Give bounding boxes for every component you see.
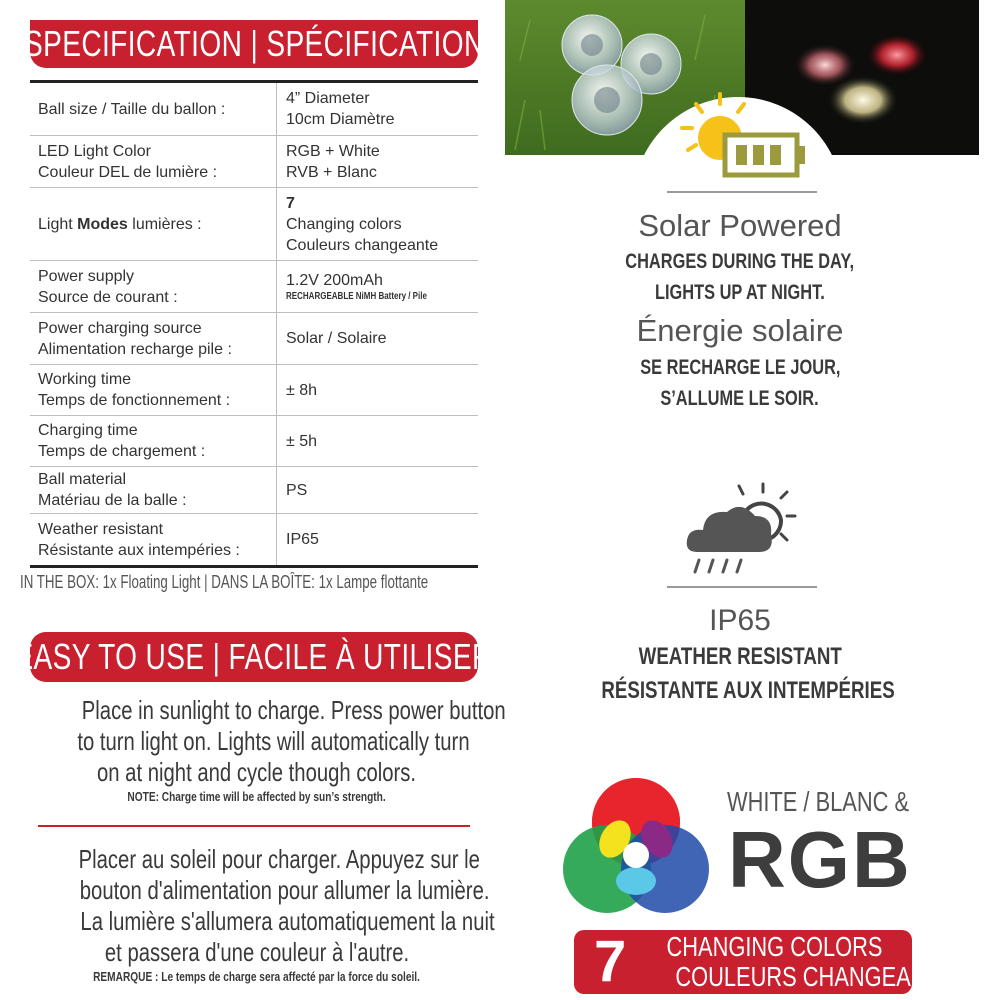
spec-label: Light Modes lumières :: [38, 215, 202, 233]
weather-section: [560, 602, 920, 708]
solar-sub-en: CHARGES DURING THE DAY,: [625, 250, 855, 273]
solar-sub-en: LIGHTS UP AT NIGHT.: [655, 281, 825, 304]
spec-value: Solar / Solaire: [286, 330, 387, 347]
spec-value: 4” Diameter: [286, 90, 370, 107]
weather-title: IP65: [709, 604, 771, 637]
solar-title-fr: Énergie solaire: [636, 313, 844, 348]
spec-label: Power charging source: [38, 319, 202, 337]
spec-label: Couleur DEL de lumière :: [38, 163, 218, 181]
spec-row-light-modes: [30, 188, 478, 261]
spec-label: Power supply: [38, 267, 135, 285]
spec-table: [30, 80, 478, 568]
solar-title-en: Solar Powered: [638, 208, 842, 243]
solar-sub-fr: SE RECHARGE LE JOUR,: [639, 356, 841, 379]
spec-row-weather: [30, 514, 478, 565]
instructions-fr: Placer au soleil pour charger. Appuyez sur le bouton d'alimentation pour allumer la lumière. La lumière s'allumera automatiquement la nuit et passera d'une couleur à l'autre. REMARQUE : Le temps de charge sera affecté par la force du soleil.: [78, 844, 495, 984]
solar-sub-fr: S’ALLUME LE SOIR.: [660, 387, 820, 410]
solar-section: [560, 206, 920, 414]
spec-label: Matériau de la balle :: [38, 492, 187, 509]
spec-value: Couleurs changeante: [286, 236, 439, 254]
spec-label: Weather resistant: [38, 520, 164, 538]
easy-banner: [14, 632, 494, 682]
spec-row-ball-size: [30, 83, 478, 136]
spec-row-charging-time: [30, 416, 478, 467]
note-en: NOTE: Charge time will be affected by sun’s strength.: [127, 789, 387, 804]
rgb-label: RGB: [728, 815, 912, 904]
divider: [667, 586, 817, 588]
spec-value: 7: [286, 194, 295, 212]
spec-row-ball-material: [30, 467, 478, 514]
spec-value: RGB + White: [286, 142, 380, 160]
spec-label: Source de courant :: [38, 288, 178, 306]
spec-value: RVB + Blanc: [286, 163, 377, 181]
spec-value: RECHARGEABLE NiMH Battery / Pile: [286, 291, 427, 302]
rain-cloud-icon: [683, 482, 803, 574]
spec-row-working-time: [30, 365, 478, 416]
spec-label: Résistante aux intempéries :: [38, 541, 240, 559]
divider: [38, 825, 470, 827]
spec-value: 1.2V 200mAh: [286, 272, 383, 289]
spec-label: Temps de fonctionnement :: [38, 392, 231, 409]
spec-banner: [23, 20, 485, 68]
spec-value: PS: [286, 481, 308, 499]
spec-label: Charging time: [38, 422, 138, 439]
spec-value: 10cm Diamètre: [286, 111, 395, 128]
spec-value: IP65: [286, 531, 319, 548]
changing-en: CHANGING COLORS: [666, 931, 883, 962]
spec-value: ± 5h: [286, 432, 318, 450]
divider: [667, 191, 817, 193]
battery-icon: [722, 132, 808, 178]
spec-banner-text: SPECIFICATION | SPÉCIFICATION: [23, 23, 485, 64]
note-fr: REMARQUE : Le temps de charge sera affecté par la force du soleil.: [93, 969, 421, 984]
spec-label: Temps de chargement :: [38, 443, 206, 460]
weather-line-fr: RÉSISTANTE AUX INTEMPÉRIES: [601, 677, 895, 704]
weather-line-en: WEATHER RESISTANT: [638, 643, 842, 670]
spec-row-led-color: [30, 136, 478, 188]
instructions-en: Place in sunlight to charge. Press power button to turn light on. Lights will automatically turn on at night and cycle though colors. NOTE: Charge time will be affected by sun’s strength.: [77, 695, 506, 804]
spec-row-charging-source: [30, 313, 478, 365]
spec-label: LED Light Color: [38, 142, 151, 160]
spec-label: Ball material: [38, 471, 127, 488]
easy-banner-text: EASY TO USE | FACILE À UTILISER: [14, 636, 494, 677]
changing-fr: COULEURS CHANGEANTE: [675, 961, 955, 992]
in-the-box: IN THE BOX: 1x Floating Light | DANS LA BOÎTE: 1x Lampe flottante: [20, 572, 429, 592]
spec-label: Ball size / Taille du ballon :: [38, 100, 226, 118]
color-count: 7: [594, 929, 627, 994]
spec-label: Working time: [38, 371, 132, 388]
rgb-venn-icon: [563, 775, 709, 915]
spec-row-power-supply: [30, 261, 478, 313]
spec-label: Alimentation recharge pile :: [38, 340, 232, 358]
changing-colors-badge: [574, 929, 955, 994]
spec-value: Changing colors: [286, 215, 402, 233]
white-blanc-label: WHITE / BLANC &: [727, 786, 910, 817]
spec-value: ± 8h: [286, 381, 318, 399]
